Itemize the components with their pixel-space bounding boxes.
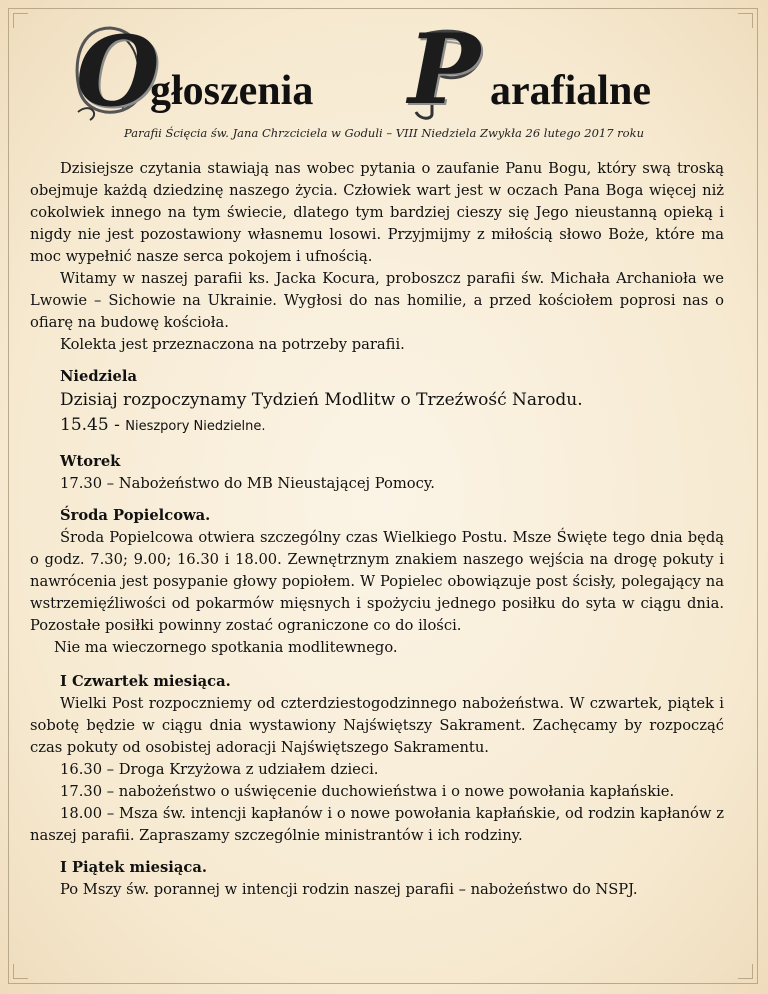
- title-word-2: arafialne: [490, 68, 651, 114]
- niedziela-time: 15.45 -: [60, 415, 120, 435]
- sroda-paragraph: Środa Popielcowa otwiera szczególny czas Wielkiego Postu. Msze Święte tego dnia będą o godz. 7.30; 9.00; 16.30 i 18.00. Zewnętrznym znakiem naszego wejścia na drogę pokuty i nawrócenia jest posypanie głowy popiołem. W Popielec obowiązuje post ścisły, polegający na wstrzemięźliwości od pokarmów mięsnych i spożyciu jednego posiłku do syta w ciągu dnia. Pozostałe posiłki powinny zostać ograniczone co do ilości.: [30, 529, 724, 634]
- section-heading-sroda: Środa Popielcowa.: [60, 507, 211, 524]
- czwartek-paragraph: 17.30 – nabożeństwo o uświęcenie duchowieństwa i o nowe powołania kapłańskie.: [60, 783, 675, 800]
- drop-cap-p: P: [408, 13, 481, 126]
- section-heading-piatek: I Piątek miesiąca.: [60, 859, 207, 876]
- niedziela-line: [30, 413, 724, 439]
- corner-ornament: [738, 13, 753, 28]
- corner-ornament: [13, 13, 28, 28]
- intro-paragraph: Kolekta jest przeznaczona na potrzeby parafii.: [60, 336, 405, 353]
- title-word-1: głoszenia: [150, 68, 314, 114]
- subtitle: Parafii Ścięcia św. Jana Chrzciciela w Goduli – VIII Niedziela Zwykła 26 lutego 2017 roku: [124, 126, 644, 140]
- piatek-line: Po Mszy św. porannej w intencji rodzin naszej parafii – nabożeństwo do NSPJ.: [60, 881, 638, 898]
- section-heading-wtorek: Wtorek: [60, 453, 121, 470]
- corner-ornament: [738, 964, 753, 979]
- intro-paragraph: Dzisiejsze czytania stawiają nas wobec pytania o zaufanie Panu Bogu, który swą troską obejmuje każdą dziedzinę naszego życia. Człowiek wart jest w oczach Pana Boga więcej niż cokolwiek innego na tym świecie, dlatego tym bardziej cieszy się Jego nieustanną opieką i nigdy nie jest pozostawiony własnemu losowi. Przyjmijmy z miłością słowo Boże, które ma moc wypełnić nasze serca pokojem i ufnością.: [30, 160, 724, 265]
- czwartek-paragraph: 18.00 – Msza św. intencji kapłanów i o nowe powołania kapłańskie, od rodzin kapłanów z naszej parafii. Zapraszamy szczególnie ministrantów i ich rodziny.: [30, 805, 724, 844]
- section-heading-niedziela: Niedziela: [60, 368, 137, 385]
- wtorek-line: 17.30 – Nabożeństwo do MB Nieustającej Pomocy.: [60, 475, 435, 492]
- niedziela-line: Dzisiaj rozpoczynamy Tydzień Modlitw o Trzeźwość Narodu.: [60, 390, 583, 410]
- niedziela-vespers: Nieszpory Niedzielne.: [125, 419, 266, 434]
- page-title: [70, 13, 710, 128]
- drop-cap-o: O: [76, 15, 160, 128]
- announcements-body: [30, 158, 724, 901]
- czwartek-paragraph: 16.30 – Droga Krzyżowa z udziałem dzieci.: [60, 761, 379, 778]
- intro-paragraph: Witamy w naszej parafii ks. Jacka Kocura, proboszcz parafii św. Michała Archanioła we Lwowie – Sichowie na Ukrainie. Wygłosi do nas homilie, a przed kościołem poprosi nas o ofiarę na budowę kościoła.: [30, 270, 724, 331]
- sroda-paragraph: Nie ma wieczornego spotkania modlitewnego.: [54, 639, 398, 656]
- section-heading-czwartek: I Czwartek miesiąca.: [60, 673, 231, 690]
- czwartek-paragraph: Wielki Post rozpoczniemy od czterdziestogodzinnego nabożeństwa. W czwartek, piątek i sobotę będzie w ciągu dnia wystawiony Najświętszy Sakrament. Zachęcamy by rozpocząć czas pokuty od osobistej adoracji Najświętszego Sakramentu.: [30, 695, 724, 756]
- corner-ornament: [13, 964, 28, 979]
